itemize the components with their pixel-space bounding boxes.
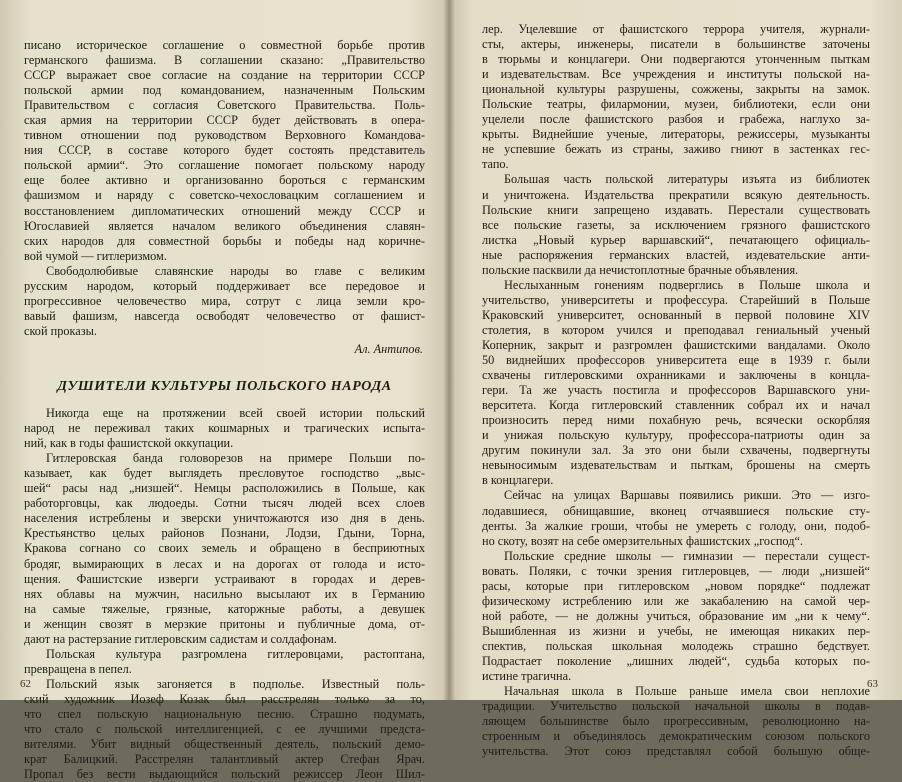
text-line: и уничтожена. Издательства прекратили всякую деятельность. — [482, 187, 870, 202]
text-line: циональной культуры разрушены, сожжены, закрыты на замок. — [482, 82, 870, 97]
text-line: ских народов для совместной борьбы и победы над коричне- — [24, 233, 425, 248]
text-line: польской армии“. Это соглашение помогает польскому народу — [24, 158, 425, 173]
text-line: крат Балицкий. Расстрелян талантливый актер Стефан Ярач. — [24, 752, 425, 767]
text-line: невыносимым издевательствам и пыткам, брошены на смерть — [482, 458, 870, 473]
text-line: и женщин свозят в мерзкие притоны и публичные дома, от- — [24, 616, 425, 631]
text-line: листка „Новый курьер варшавский“, печатающего официаль- — [482, 232, 870, 247]
text-line: верситета. Когда гитлеровский ставленник собрал их и начал — [482, 398, 870, 413]
text-line: схвачены гитлеровскими охранниками и заключены в концла- — [482, 368, 870, 383]
text-line: все польские газеты, за исключением грязного фашистского — [482, 217, 870, 232]
text-line: Югославией является началом великого объединения славян- — [24, 218, 425, 233]
text-line: Подрастает поколение „лишних людей“, судьба которых по- — [482, 653, 870, 668]
text-line: работорговцы, как людоеды. Сотни тысяч людей всех слоев — [24, 496, 425, 511]
text-line: Правительством с согласия Советского Правительства. Поль- — [24, 98, 425, 113]
text-line: сты, актеры, инженеры, писатели в большинстве заточены — [482, 37, 870, 52]
text-line: гери. Та же участь постигла и профессоров Варшавского уни- — [482, 383, 870, 398]
text-line: расы, которые при гитлеровском „новом порядке“ подлежат — [482, 578, 870, 593]
text-line: но скоту, возят на себе омерзительных фашистских „господ“. — [482, 533, 804, 548]
text-line: денты. За жалкие гроши, чтобы не умереть с голоду, они, подоб- — [482, 518, 870, 533]
text-line: не успевшие бежать из страны, заживо гниют в застенках гес- — [482, 142, 870, 157]
text-line: в тюрьмы и концлагери. Они подвергаются утонченным пыткам — [482, 52, 870, 67]
text-line: уцелели после фашистского разбоя и грабежа, наглухо за- — [482, 112, 870, 127]
text-line: писано историческое соглашение о совместной борьбе против — [24, 38, 425, 52]
text-line: Польские театры, филармонии, музеи, библиотеки, если они — [482, 97, 870, 112]
text-line: населения истреблены и зверски уничтожаются изо дня в день. — [24, 511, 425, 526]
text-line: Кракова согнано со своих земель и обращено в бесприютных — [24, 541, 425, 556]
text-line: ская армия на территории СССР будет действовать в опера- — [24, 113, 425, 128]
text-line: Польские средние школы — гимназии — перестали сущест- — [504, 548, 870, 563]
text-line: лер. Уцелевшие от фашистского террора учителя, журнали- — [482, 22, 870, 36]
text-line: ляющем большинстве было прогрессивным, революционно на- — [482, 714, 870, 729]
text-line: германского фашизма. В соглашении сказано: „Правительство — [24, 53, 425, 68]
text-line: Польская культура разгромлена гитлеровцами, растоптана, — [46, 646, 425, 661]
text-line: Польский язык загоняется в подполье. Известный поль- — [46, 676, 425, 691]
text-line: и издевательствам. Все учреждения и институты польской на- — [482, 67, 870, 82]
text-line: произносить перед ними похабную речь, всячески оскорбляя — [482, 413, 870, 428]
text-line: бродяг, вымирающих в лесах и на дорогах от голода и исто- — [24, 556, 425, 571]
text-line: лодавшиеся, обнищавшие, вконец отчаявшиеся польские сту- — [482, 503, 870, 518]
text-line: другим покинули зал. За это они были схвачены, подвергнуты — [482, 443, 870, 458]
text-line: физическому истреблению или же закабалению на самой чер- — [482, 593, 870, 608]
text-line: щения. Фашистские изверги устраивают в городах и дерев- — [24, 571, 425, 586]
text-line: Никогда еще на протяжении всей своей истории польский — [46, 406, 425, 421]
text-line: Неслыханным гонениям подверглись в Польше школа и — [504, 277, 870, 292]
text-line: дают на растерзание гитлеровским садистам и солдафонам. — [24, 631, 337, 646]
text-line: учительство, университеты и профессура. Старейший в Польше — [482, 292, 870, 307]
text-line: крыты. Виднейшие ученые, литераторы, режиссеры, музыканты — [482, 127, 870, 142]
text-line: ные распоряжения германских властей, издевательские анти- — [482, 247, 870, 262]
text-line: вавый фашизм, навсегда освободят человечество от фашист- — [24, 308, 425, 323]
text-line: ния СССР, в составе которого будет состоять представитель — [24, 143, 425, 158]
text-line: вой чумой — гитлеризмом. — [24, 248, 167, 263]
text-line: 50 виднейших профессоров университета еще в 1939 г. были — [482, 353, 870, 368]
text-line: учительства. Этот союз представлял собой большую обще- — [482, 744, 870, 759]
text-line: ной работе, — не должны учиться, образование им „ни к чему“. — [482, 608, 870, 623]
right-page — [449, 0, 902, 759]
text-line: Коперник, закрыт и разгромлен фашистскими вандалами. Около — [482, 337, 870, 352]
text-line: на самые тяжелые, грязные, каторжные работы, а девушек — [24, 601, 425, 616]
page-number-right: 63 — [867, 677, 878, 690]
text-line: истине трагична. — [482, 669, 572, 684]
text-line: что спел польскую национальную песню. Страшно подумать, — [24, 706, 425, 721]
text-line: столетия, в котором учился и преподавал гениальный ученый — [482, 322, 870, 337]
text-line: Польские книги запрещено издавать. Перестали существовать — [482, 202, 870, 217]
text-line: казывает, как будет выглядеть пресловутое господство „выс- — [24, 466, 425, 481]
text-line: народ не переживал таких кошмарных и трагических испыта- — [24, 421, 425, 436]
text-line: шей“ расы над „низшей“. Немцы расположились в Польше, как — [24, 481, 425, 496]
text-line: русским народом, который поддерживает все передовое и — [24, 278, 425, 293]
page-number-left: 62 — [20, 677, 31, 690]
text-line: и унижая польскую культуру, профессора-патриоты один за — [482, 428, 870, 443]
text-line: Большая часть польской литературы изъята из библиотек — [504, 172, 870, 187]
text-line: Вышибленная из жизни и учебы, не имеющая никаких пер- — [482, 623, 870, 638]
text-line: восстановлением дипломатических отношений между СССР и — [24, 203, 425, 218]
text-line: строенным и объединялось демократическим союзом польского — [482, 729, 870, 744]
text-line: тапо. — [482, 157, 509, 172]
left-body-text — [24, 406, 425, 782]
text-line: нях облавы на мужчин, насильно высылают их в Германию — [24, 586, 425, 601]
text-line: превращена в пепел. — [24, 661, 132, 676]
text-line: Сейчас на улицах Варшавы появились рикши. Это — изго- — [504, 488, 870, 503]
text-line: вовать. Поляки, с точки зрения гитлеровцев, — люди „низшей“ — [482, 563, 870, 578]
text-line: в концлагери. — [482, 473, 554, 488]
text-line: СССР выражает свое согласие на создание на территории СССР — [24, 68, 425, 83]
text-line: Свободолюбивые славянские народы во главе с великим — [46, 263, 425, 278]
text-line: еще более активно и организованно бороться с германским — [24, 173, 425, 188]
text-line: Пропал без вести выдающийся польский режиссер Леон Шил- — [24, 767, 425, 782]
text-line: ский художник Иозеф Козак был расстрелян только за то, — [24, 691, 425, 706]
text-line: Начальная школа в Польше раньше имела свои неплохие — [504, 684, 870, 699]
text-line: вителями. Убит видный общественный деятель, польский демо- — [24, 737, 425, 752]
text-line: что стало с польской интеллигенцией, с ее лучшими предста- — [24, 722, 425, 737]
article-heading: ДУШИТЕЛИ КУЛЬТУРЫ ПОЛЬСКОГО НАРОДА — [57, 378, 392, 394]
text-line: тивном отношении под руководством Верховного Командова- — [24, 128, 425, 143]
author-signature: Ал. Антипов. — [354, 341, 423, 356]
text-line: спектив, польская школьная молодежь страшно бедствует. — [482, 638, 870, 653]
left-intro-text — [24, 38, 425, 339]
right-body-text — [482, 22, 870, 759]
text-line: ской проказы. — [24, 323, 97, 338]
text-line: Крестьянство целых районов Познани, Лодзи, Гдыни, Торна, — [24, 526, 425, 541]
text-line: Гитлеровская банда головорезов на примере Польши по- — [46, 451, 425, 466]
text-line: фашизмом и наряду с советско-чехословацким соглашением и — [24, 188, 425, 203]
text-line: прогрессивное человечество мира, сотрут с лица земли кро- — [24, 293, 425, 308]
book-gutter — [443, 0, 455, 700]
text-line: Краковский университет, основанный в первой половине XIV — [482, 307, 870, 322]
text-line: польской армии под командованием, назначенным Польским — [24, 83, 425, 98]
text-line: ний, как в годы фашистской оккупации. — [24, 436, 234, 451]
left-page — [0, 0, 449, 782]
text-line: польские пасквили да нечистоплотные брачные объявления. — [482, 262, 799, 277]
text-line: традиции. Учительство польской начальной школы в подав- — [482, 699, 870, 714]
